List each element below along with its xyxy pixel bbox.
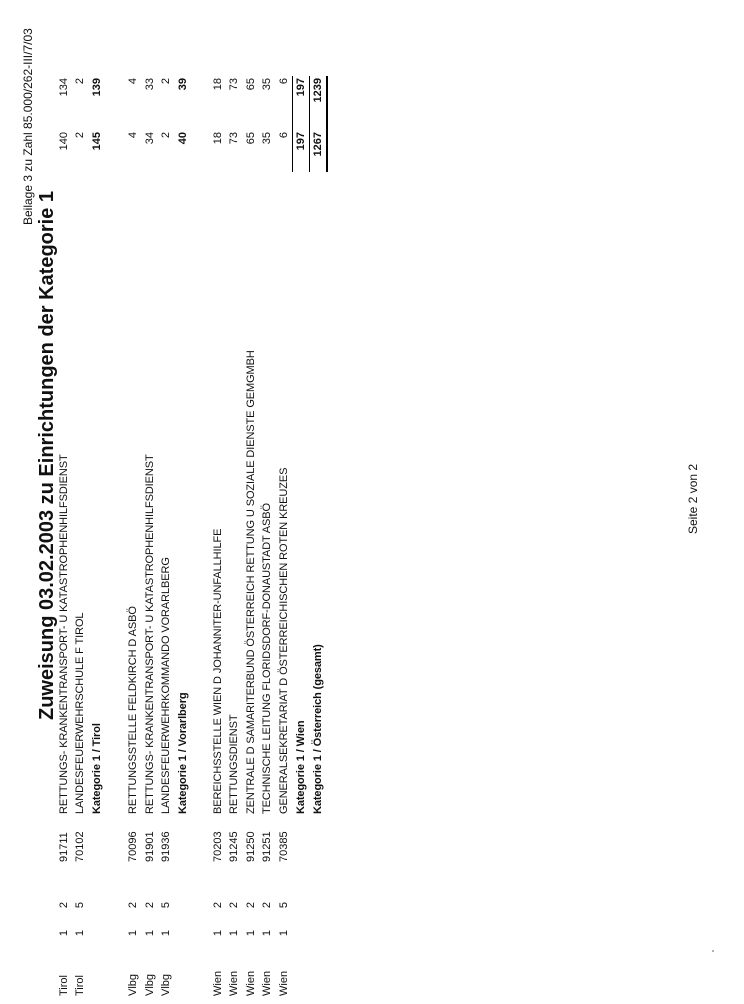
table-row xyxy=(73,0,87,1004)
land-cell: Vlbg xyxy=(144,973,156,996)
einrichtung-cell: RETTUNGSDIENST xyxy=(228,714,240,814)
kategorie-cell: 1 xyxy=(261,930,273,937)
page-number: Seite 2 von 2 xyxy=(686,463,700,534)
value-1-cell: 2 xyxy=(160,132,172,139)
value-1-cell: 145 xyxy=(91,132,103,151)
value-2-cell: 139 xyxy=(91,78,103,97)
value-1-cell: 40 xyxy=(177,132,189,145)
value-2-cell: 197 xyxy=(295,78,307,97)
code-cell: 70203 xyxy=(212,831,224,862)
subtotal-row xyxy=(90,0,104,1004)
value-2-cell: 35 xyxy=(261,78,273,91)
code-cell: 91901 xyxy=(144,831,156,862)
value-2-cell: 1239 xyxy=(312,78,324,103)
table-row xyxy=(227,0,241,1004)
beilage-reference: Beilage 3 zu Zahl 85.000/262-III/7/03 xyxy=(21,28,35,225)
land-cell: Tirol xyxy=(58,975,70,996)
table-row xyxy=(244,0,258,1004)
value-2-cell: 18 xyxy=(212,78,224,91)
sum-rule xyxy=(292,76,293,172)
value-2-cell: 2 xyxy=(160,78,172,85)
value-1-cell: 2 xyxy=(74,132,86,139)
typ-cell: 2 xyxy=(144,902,156,909)
land-cell: Vlbg xyxy=(127,973,139,996)
value-1-cell: 4 xyxy=(127,132,139,139)
einrichtung-cell: RETTUNGSSTELLE FELDKIRCH D ASBÖ xyxy=(127,606,139,814)
einrichtung-cell: TECHNISCHE LEITUNG FLORIDSDORF-DONAUSTADT ASBÖ xyxy=(261,503,273,814)
code-cell: 91251 xyxy=(261,831,273,862)
table-row xyxy=(126,0,140,1004)
typ-cell: 2 xyxy=(127,902,139,909)
einrichtung-cell: GENERALSEKRETARIAT D ÖSTERREICHISCHEN ROTEN KREUZES xyxy=(278,467,290,814)
land-cell: Wien xyxy=(212,970,224,996)
document-title: Zuweisung 03.02.2003 zu Einrichtungen der Kategorie 1 xyxy=(36,190,58,720)
value-2-cell: 65 xyxy=(245,78,257,91)
einrichtung-cell: BEREICHSSTELLE WIEN D JOHANNITER-UNFALLHILFE xyxy=(212,528,224,814)
code-cell: 91250 xyxy=(245,831,257,862)
subtotal-row xyxy=(176,0,190,1004)
kategorie-cell: 1 xyxy=(58,930,70,937)
value-1-cell: 197 xyxy=(295,132,307,151)
value-1-cell: 35 xyxy=(261,132,273,145)
value-1-cell: 1267 xyxy=(312,132,324,157)
value-1-cell: 6 xyxy=(278,132,290,139)
typ-cell: 2 xyxy=(261,902,273,909)
kategorie-cell: 1 xyxy=(212,930,224,937)
value-1-cell: 140 xyxy=(58,132,70,151)
scan-speck xyxy=(712,950,714,952)
kategorie-cell: 1 xyxy=(245,930,257,937)
table-row xyxy=(260,0,274,1004)
value-1-cell: 65 xyxy=(245,132,257,145)
subtotal-label: Kategorie 1 / Wien xyxy=(295,720,307,814)
value-2-cell: 6 xyxy=(278,78,290,85)
kategorie-cell: 1 xyxy=(278,930,290,937)
typ-cell: 5 xyxy=(74,902,86,909)
value-1-cell: 73 xyxy=(228,132,240,145)
table-row xyxy=(143,0,157,1004)
kategorie-cell: 1 xyxy=(144,930,156,937)
value-2-cell: 39 xyxy=(177,78,189,91)
code-cell: 91711 xyxy=(58,832,70,862)
typ-cell: 2 xyxy=(228,902,240,909)
einrichtung-cell: ZENTRALE D SAMARITERBUND ÖSTERREICH RETTUNG U SOZIALE DIENSTE GEMGMBH xyxy=(245,350,257,814)
total-double-rule xyxy=(326,76,328,172)
total-label: Kategorie 1 / Österreich (gesamt) xyxy=(312,644,324,814)
table-row xyxy=(277,0,291,1004)
typ-cell: 5 xyxy=(278,902,290,909)
value-1-cell: 34 xyxy=(144,132,156,145)
subtotal-label: Kategorie 1 / Tirol xyxy=(91,723,103,814)
table-row xyxy=(159,0,173,1004)
subtotal-row xyxy=(294,0,308,1004)
value-2-cell: 4 xyxy=(127,78,139,85)
subtotal-label: Kategorie 1 / Vorarlberg xyxy=(177,692,189,814)
kategorie-cell: 1 xyxy=(74,930,86,937)
value-2-cell: 33 xyxy=(144,78,156,91)
einrichtung-cell: LANDESFEUERWEHRKOMMANDO VORARLBERG xyxy=(160,557,172,814)
table-row xyxy=(57,0,71,1004)
typ-cell: 2 xyxy=(212,902,224,909)
code-cell: 70102 xyxy=(74,831,86,862)
total-row xyxy=(311,0,325,1004)
value-2-cell: 134 xyxy=(58,78,70,97)
einrichtung-cell: LANDESFEUERWEHRSCHULE F TIROL xyxy=(74,612,86,814)
sum-rule xyxy=(309,76,310,172)
kategorie-cell: 1 xyxy=(228,930,240,937)
land-cell: Wien xyxy=(245,970,257,996)
land-cell: Tirol xyxy=(74,975,86,996)
kategorie-cell: 1 xyxy=(127,930,139,937)
code-cell: 70096 xyxy=(127,831,139,862)
value-2-cell: 73 xyxy=(228,78,240,91)
land-cell: Wien xyxy=(261,970,273,996)
land-cell: Wien xyxy=(228,970,240,996)
land-cell: Vlbg xyxy=(160,973,172,996)
typ-cell: 2 xyxy=(58,902,70,909)
typ-cell: 5 xyxy=(160,902,172,909)
einrichtung-cell: RETTUNGS- KRANKENTRANSPORT- U KATASTROPHENHILFSDIENST xyxy=(144,454,156,814)
typ-cell: 2 xyxy=(245,902,257,909)
value-2-cell: 2 xyxy=(74,78,86,85)
code-cell: 91936 xyxy=(160,831,172,862)
table-row xyxy=(211,0,225,1004)
value-1-cell: 18 xyxy=(212,132,224,145)
code-cell: 70385 xyxy=(278,831,290,862)
einrichtung-cell: RETTUNGS- KRANKENTRANSPORT- U KATASTROPHENHILFSDIENST xyxy=(58,454,70,814)
land-cell: Wien xyxy=(278,970,290,996)
code-cell: 91245 xyxy=(228,831,240,862)
kategorie-cell: 1 xyxy=(160,930,172,937)
